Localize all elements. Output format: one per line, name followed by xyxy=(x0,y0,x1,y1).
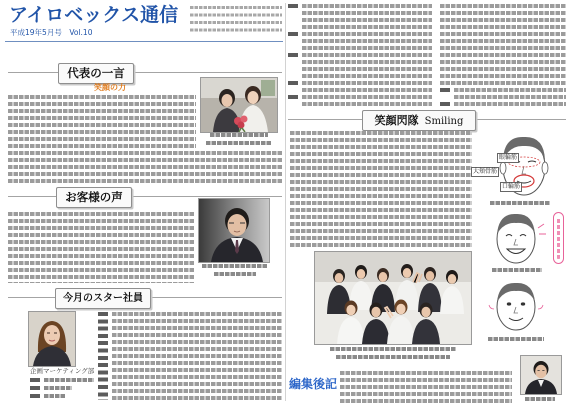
face-caption xyxy=(488,337,544,341)
customer-body-text xyxy=(8,212,194,283)
photo-caption xyxy=(210,133,268,137)
editor-photo xyxy=(520,355,562,395)
qa-label xyxy=(288,81,298,85)
profile-label xyxy=(30,394,40,398)
smiling-body-text xyxy=(290,131,472,247)
representative-subheading: 笑顔の力 xyxy=(94,83,126,92)
group-photo-caption xyxy=(336,355,450,359)
face-relaxed-illustration xyxy=(480,279,552,332)
header-rule xyxy=(5,41,283,42)
face-drawing xyxy=(480,279,552,332)
qa-label xyxy=(288,53,298,57)
interview-text xyxy=(440,4,566,85)
interview-text xyxy=(454,88,566,106)
face-drawing xyxy=(478,210,550,265)
smiling-heading xyxy=(362,110,476,131)
muscle-label-zygomaticus: 大頬骨筋 xyxy=(473,168,498,175)
star-employee-photo xyxy=(28,311,76,367)
photo-caption xyxy=(202,264,268,268)
group-photo xyxy=(314,251,472,345)
newsletter-title: アイロベックス通信 xyxy=(9,4,179,26)
qa-label xyxy=(288,32,298,36)
star-employee-qa-labels xyxy=(98,312,108,400)
photo-caption xyxy=(206,141,272,145)
face-smile-illustration xyxy=(478,210,550,265)
profile-label xyxy=(30,378,40,382)
qa-label xyxy=(440,88,450,92)
editorial-body-text xyxy=(340,371,512,403)
star-employee-qa-text xyxy=(112,312,282,400)
smiling-heading-jp: 笑顔閃隊 xyxy=(374,114,419,127)
column-divider xyxy=(285,3,286,401)
group-photo-caption xyxy=(330,347,456,351)
photo-image xyxy=(315,252,471,344)
smiling-heading-en: Smiling xyxy=(424,116,464,127)
qa-label xyxy=(288,4,298,8)
profile-label xyxy=(30,386,40,390)
profile-value xyxy=(44,394,66,398)
profile-value xyxy=(44,386,72,390)
photo-image xyxy=(29,312,75,366)
face-caption xyxy=(492,268,542,272)
representative-body-text xyxy=(8,151,282,183)
photo-image xyxy=(521,356,561,394)
star-employee-department: 企画マーケティング部 xyxy=(30,367,95,375)
section-rule xyxy=(8,72,282,73)
editor-caption xyxy=(525,397,555,401)
muscle-label-orbicularis-oris: 口輪筋 xyxy=(502,183,521,190)
star-employee-heading: 今月のスター社員 xyxy=(55,288,151,309)
issue-date: 平成19年5月号 Vol.10 xyxy=(10,28,93,37)
customer-photo xyxy=(198,198,270,263)
face-caption xyxy=(490,201,550,205)
qa-label xyxy=(288,95,298,99)
qa-label xyxy=(440,102,450,106)
section-rule xyxy=(8,196,282,197)
muscle-label-orbicularis-oculi: 眼輪筋 xyxy=(499,154,518,161)
photo-image xyxy=(199,199,269,262)
photo-image xyxy=(201,78,277,132)
photo-caption xyxy=(214,272,256,276)
representative-heading: 代表の一言 xyxy=(58,63,134,84)
profile-value xyxy=(44,378,94,382)
editorial-heading: 編集後記 xyxy=(289,377,338,391)
interview-text xyxy=(302,4,432,109)
representative-photo xyxy=(200,77,278,133)
publisher-info-text xyxy=(190,6,282,36)
vertical-caption xyxy=(553,212,564,264)
customer-heading: お客様の声 xyxy=(56,187,132,208)
representative-body-text xyxy=(8,95,196,148)
